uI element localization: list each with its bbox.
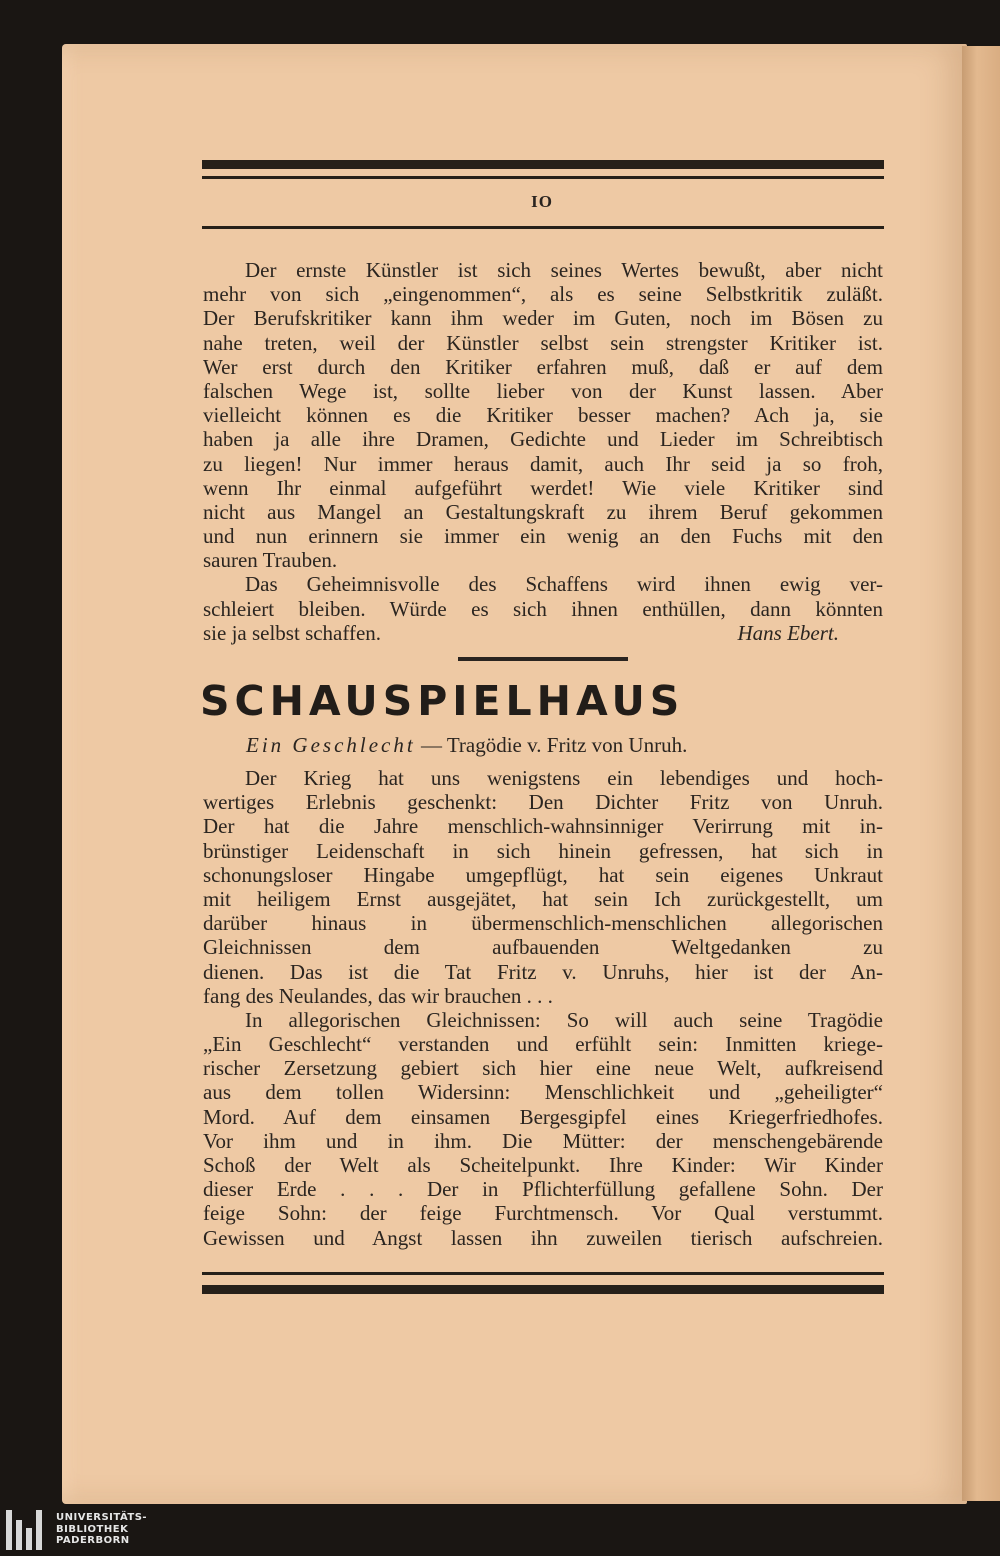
text-line: „Ein Geschlecht“ verstanden und erfühlt sein: Inmitten kriege-: [203, 1032, 883, 1057]
text-line: Das Geheimnisvolle des Schaffens wird ihnen ewig ver-: [245, 572, 883, 597]
text-line: Vor ihm und in ihm. Die Mütter: der menschengebärende: [203, 1128, 883, 1153]
text-line: fang des Neulandes, das wir brauchen . . .: [203, 983, 553, 1008]
text-line: wenn Ihr einmal aufgeführt werdet! Wie viele Kritiker sind: [203, 475, 883, 500]
closing-text: sie ja selbst schaffen.: [203, 620, 382, 645]
library-logo-text: UNIVERSITÄTS- BIBLIOTHEK PADERBORN: [56, 1512, 148, 1546]
article-ebert: [203, 258, 883, 645]
text-line: schleiert bleiben. Würde es sich ihnen enthüllen, dann könnten: [203, 596, 883, 621]
text-line: Mord. Auf dem einsamen Bergesgipfel eines Kriegerfriedhofes.: [203, 1104, 883, 1129]
text-line: Der ernste Künstler ist sich seines Wertes bewußt, aber nicht: [245, 258, 883, 282]
author-signature: Hans Ebert.: [737, 620, 839, 645]
text-line: dienen. Das ist die Tat Fritz v. Unruhs, hier ist der An-: [203, 959, 883, 984]
text-line: aus dem tollen Widersinn: Menschlichkeit und „geheiligter“: [203, 1080, 883, 1105]
text-line: darüber hinaus in übermenschlich-menschlichen allegorischen: [203, 911, 883, 936]
page-number: IO: [531, 192, 553, 211]
text-line: sauren Trauben.: [203, 548, 338, 573]
article-ebert-paragraph-2: [203, 572, 883, 620]
text-line: dieser Erde . . . Der in Pflichterfüllung gefallene Sohn. Der: [203, 1177, 883, 1202]
text-line: Der Berufskritiker kann ihm weder im Guten, noch im Bösen zu: [203, 306, 883, 331]
text-line: mit heiligem Ernst ausgejätet, hat sein Ich zurückgestellt, um: [203, 886, 883, 911]
text-line: brünstiger Leidenschaft in sich hinein gefressen, hat sich in: [203, 838, 883, 863]
text-line: rischer Zersetzung gebiert sich hier eine neue Welt, aufkreisend: [203, 1056, 883, 1081]
adjacent-page-edge: [962, 46, 1000, 1501]
article-review-paragraph-2: [203, 1008, 883, 1250]
footer-rule-thin: [202, 1272, 884, 1275]
text-line: haben ja alle ihre Dramen, Gedichte und Lieder im Schreibtisch: [203, 427, 883, 452]
text-line: vielleicht können es die Kritiker besser machen? Ach ja, sie: [203, 403, 883, 428]
text-line: zu liegen! Nur immer heraus damit, auch Ihr seid ja so froh,: [203, 451, 883, 476]
header-rule-thin: [202, 176, 884, 179]
play-subtitle: [246, 733, 846, 758]
header-rule-bottom: [202, 226, 884, 229]
footer-rule-thick: [202, 1285, 884, 1294]
text-line: Der Krieg hat uns wenigstens ein lebendiges und hoch-: [245, 766, 883, 790]
play-title: Ein Geschlecht: [246, 733, 416, 757]
section-heading: SCHAUSPIELHAUS: [200, 677, 685, 725]
text-line: nahe treten, weil der Künstler selbst sein strengster Kritiker ist.: [203, 330, 883, 355]
header-rule-thick: [202, 160, 884, 169]
text-line: In allegorischen Gleichnissen: So will auch seine Tragödie: [245, 1007, 883, 1032]
text-line: Gewissen und Angst lassen ihn zuweilen tierisch aufschreien.: [203, 1225, 883, 1250]
play-byline: — Tragödie v. Fritz von Unruh.: [415, 733, 688, 757]
text-line: Wer erst durch den Kritiker erfahren muß, daß er auf dem: [203, 354, 883, 379]
section-divider: [458, 657, 628, 661]
article-ebert-paragraph-1: [203, 258, 883, 572]
text-line: Gleichnissen dem aufbauenden Weltgedanken zu: [203, 935, 883, 960]
signoff-line: [203, 621, 883, 645]
text-line: mehr von sich „eingenommen“, als es seine Selbstkritik zuläßt.: [203, 282, 883, 307]
text-line: und nun erinnern sie immer ein wenig an den Fuchs mit den: [203, 524, 883, 549]
text-line: Schoß der Welt als Scheitelpunkt. Ihre Kinder: Wir Kinder: [203, 1153, 883, 1177]
library-logo-icon: [6, 1510, 50, 1550]
text-line: falschen Wege ist, sollte lieber von der Kunst lassen. Aber: [203, 378, 883, 403]
text-line: Der hat die Jahre menschlich-wahnsinniger Verirrung mit in-: [203, 814, 883, 839]
article-review: [203, 766, 883, 1250]
text-line: wertiges Erlebnis geschenkt: Den Dichter Fritz von Unruh.: [203, 790, 883, 815]
text-line: schonungsloser Hingabe umgepflügt, hat sein eigenes Unkraut: [203, 862, 883, 887]
library-logo: [6, 1508, 166, 1552]
article-review-paragraph-1: [203, 766, 883, 1008]
text-line: feige Sohn: der feige Furchtmensch. Vor Qual verstummt.: [203, 1201, 883, 1226]
text-line: nicht aus Mangel an Gestaltungskraft zu ihrem Beruf gekommen: [203, 499, 883, 524]
